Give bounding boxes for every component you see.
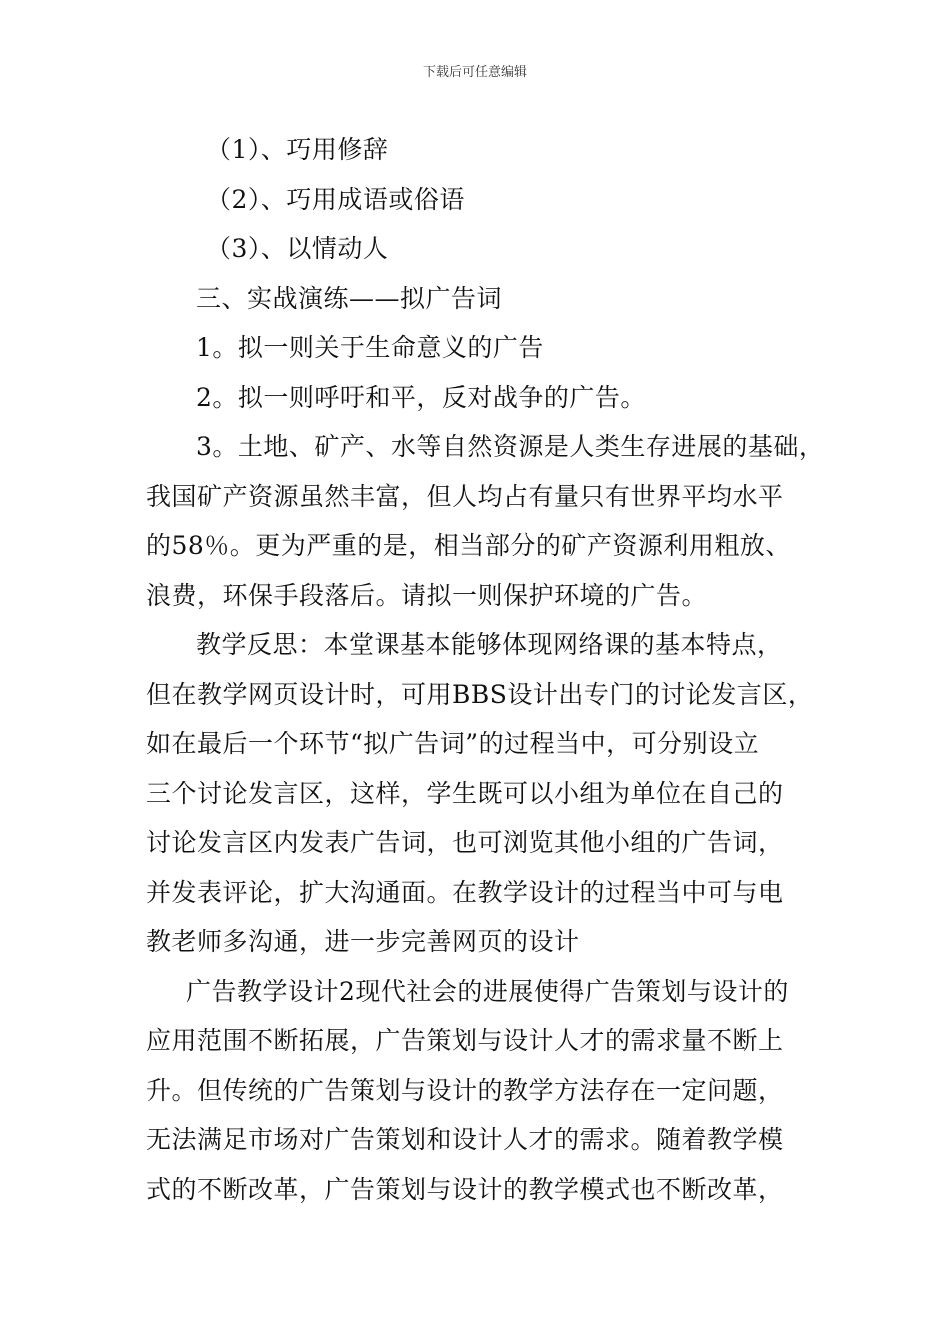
section-heading: 三、实战演练——拟广告词	[196, 283, 503, 313]
document-body	[146, 125, 836, 1214]
text-line: 如在最后一个环节“拟广告词”的过程当中，可分别设立	[146, 729, 760, 758]
text-line: 3。土地、矿产、水等自然资源是人类生存进展的基础，	[196, 432, 825, 461]
text-line: 应用范围不断拓展，广告策划与设计人才的需求量不断上	[146, 1026, 784, 1055]
text-line: 2。拟一则呼吁和平，反对战争的广告。	[196, 382, 646, 412]
text-line: 三个讨论发言区，这样，学生既可以小组为单位在自己的	[146, 778, 784, 808]
text-line: 广告教学设计2现代社会的进展使得广告策划与设计的	[186, 976, 789, 1006]
text-line: 的58％。更为严重的是，相当部分的矿产资源利用粗放、	[146, 531, 791, 560]
page-header-note: 下载后可任意编辑	[422, 65, 527, 80]
text-line: 教老师多沟通，进一步完善网页的设计	[146, 927, 580, 956]
text-line: 式的不断改革，广告策划与设计的教学模式也不断改革，	[146, 1174, 784, 1204]
text-line: （2）、巧用成语或俗语	[206, 184, 465, 214]
text-line: 我国矿产资源虽然丰富，但人均占有量只有世界平均水平	[146, 481, 784, 511]
text-line: 浪费，环保手段落后。请拟一则保护环境的广告。	[146, 580, 708, 610]
text-line: （1）、巧用修辞	[206, 135, 389, 164]
text-line: 升。但传统的广告策划与设计的教学方法存在一定问题，	[146, 1075, 784, 1105]
text-line: （3）、以情动人	[206, 234, 389, 263]
text-line: 无法满足市场对广告策划和设计人才的需求。随着教学模	[146, 1125, 784, 1154]
text-line: 1。拟一则关于生命意义的广告	[196, 333, 544, 362]
text-line: 但在教学网页设计时，可用BBS设计出专门的讨论发言区，	[146, 679, 814, 709]
text-line: 讨论发言区内发表广告词，也可浏览其他小组的广告词，	[146, 828, 784, 857]
text-line: 并发表评论，扩大沟通面。在教学设计的过程当中可与电	[146, 877, 784, 907]
text-line: 教学反思：本堂课基本能够体现网络课的基本特点，	[196, 630, 783, 659]
